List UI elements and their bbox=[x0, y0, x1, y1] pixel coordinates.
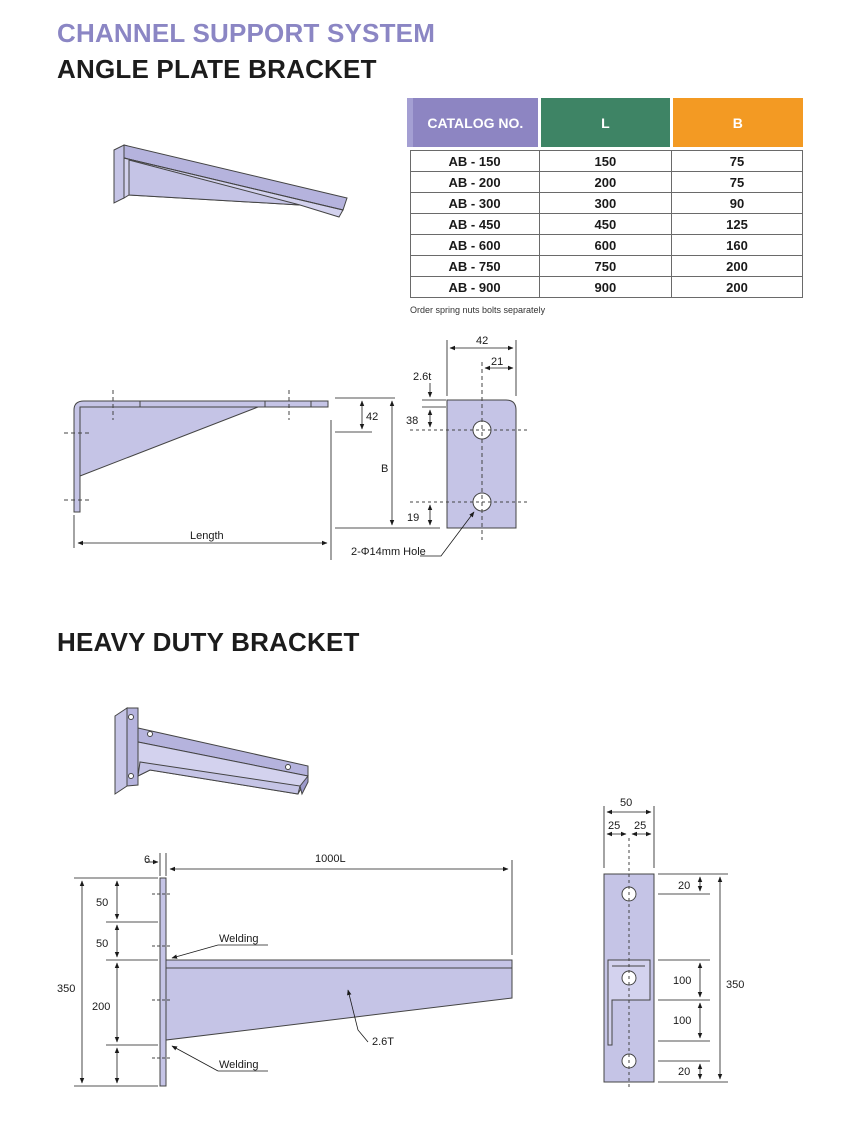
cell-b: 160 bbox=[672, 235, 803, 256]
header-b: B bbox=[672, 98, 803, 147]
header-catalog-no: CATALOG NO. bbox=[410, 98, 539, 147]
cell-b: 90 bbox=[672, 193, 803, 214]
cell-b: 200 bbox=[672, 256, 803, 277]
dim-2-6t: 2.6t bbox=[413, 371, 432, 383]
dim-350-right: 350 bbox=[726, 979, 745, 991]
dim-50-a: 50 bbox=[96, 897, 109, 909]
dim-38: 38 bbox=[406, 415, 419, 427]
dim-200: 200 bbox=[92, 1001, 111, 1013]
dim-21: 21 bbox=[491, 356, 504, 368]
order-note: Order spring nuts bolts separately bbox=[410, 305, 546, 315]
hole-label: 2-Φ14mm Hole bbox=[351, 546, 426, 558]
cell-b: 75 bbox=[672, 151, 803, 172]
cell-b: 200 bbox=[672, 277, 803, 298]
length-label: Length bbox=[190, 530, 224, 542]
cell-catalog: AB - 150 bbox=[410, 151, 539, 172]
dim-50-top: 50 bbox=[620, 797, 633, 809]
cell-l: 900 bbox=[539, 277, 671, 298]
dim-350: 350 bbox=[57, 983, 76, 995]
dim-20-b: 20 bbox=[678, 1066, 691, 1078]
cell-b: 75 bbox=[672, 172, 803, 193]
cell-l: 450 bbox=[539, 214, 671, 235]
dim-42-top: 42 bbox=[476, 335, 489, 347]
cell-l: 600 bbox=[539, 235, 671, 256]
cell-l: 750 bbox=[539, 256, 671, 277]
dim-100-b: 100 bbox=[673, 1015, 692, 1027]
angle-bracket-front-view bbox=[410, 362, 530, 540]
dim-25-b: 25 bbox=[634, 820, 647, 832]
cell-catalog: AB - 600 bbox=[410, 235, 539, 256]
dim-1000l: 1000L bbox=[315, 853, 346, 865]
welding-label-bottom: Welding bbox=[219, 1059, 259, 1071]
cell-catalog: AB - 200 bbox=[410, 172, 539, 193]
angle-bracket-side-view bbox=[64, 390, 328, 512]
dim-50-b: 50 bbox=[96, 938, 109, 950]
dim-b: B bbox=[381, 463, 389, 475]
dim-100-a: 100 bbox=[673, 975, 692, 987]
page-title: CHANNEL SUPPORT SYSTEM bbox=[57, 18, 436, 48]
heavy-bracket-3d-illustration bbox=[115, 708, 308, 794]
dim-2-6t-heavy: 2.6T bbox=[372, 1036, 395, 1048]
dim-19: 19 bbox=[407, 512, 420, 524]
cell-catalog: AB - 300 bbox=[410, 193, 539, 214]
heavy-bracket-title: HEAVY DUTY BRACKET bbox=[57, 627, 360, 657]
cell-catalog: AB - 750 bbox=[410, 256, 539, 277]
cell-l: 200 bbox=[539, 172, 671, 193]
cell-catalog: AB - 450 bbox=[410, 214, 539, 235]
dim-25-a: 25 bbox=[608, 820, 621, 832]
header-l: L bbox=[539, 98, 671, 147]
cell-b: 125 bbox=[672, 214, 803, 235]
welding-label-top: Welding bbox=[219, 933, 259, 945]
cell-catalog: AB - 900 bbox=[410, 277, 539, 298]
angle-bracket-title: ANGLE PLATE BRACKET bbox=[57, 54, 377, 84]
dim-20-a: 20 bbox=[678, 880, 691, 892]
dim-6: 6 bbox=[144, 854, 151, 866]
heavy-bracket-front-view bbox=[604, 838, 654, 1090]
cell-l: 150 bbox=[539, 151, 671, 172]
angle-bracket-3d-illustration bbox=[114, 145, 347, 217]
heavy-bracket-side-view bbox=[152, 878, 512, 1086]
cell-l: 300 bbox=[539, 193, 671, 214]
dim-42-side: 42 bbox=[366, 411, 379, 423]
